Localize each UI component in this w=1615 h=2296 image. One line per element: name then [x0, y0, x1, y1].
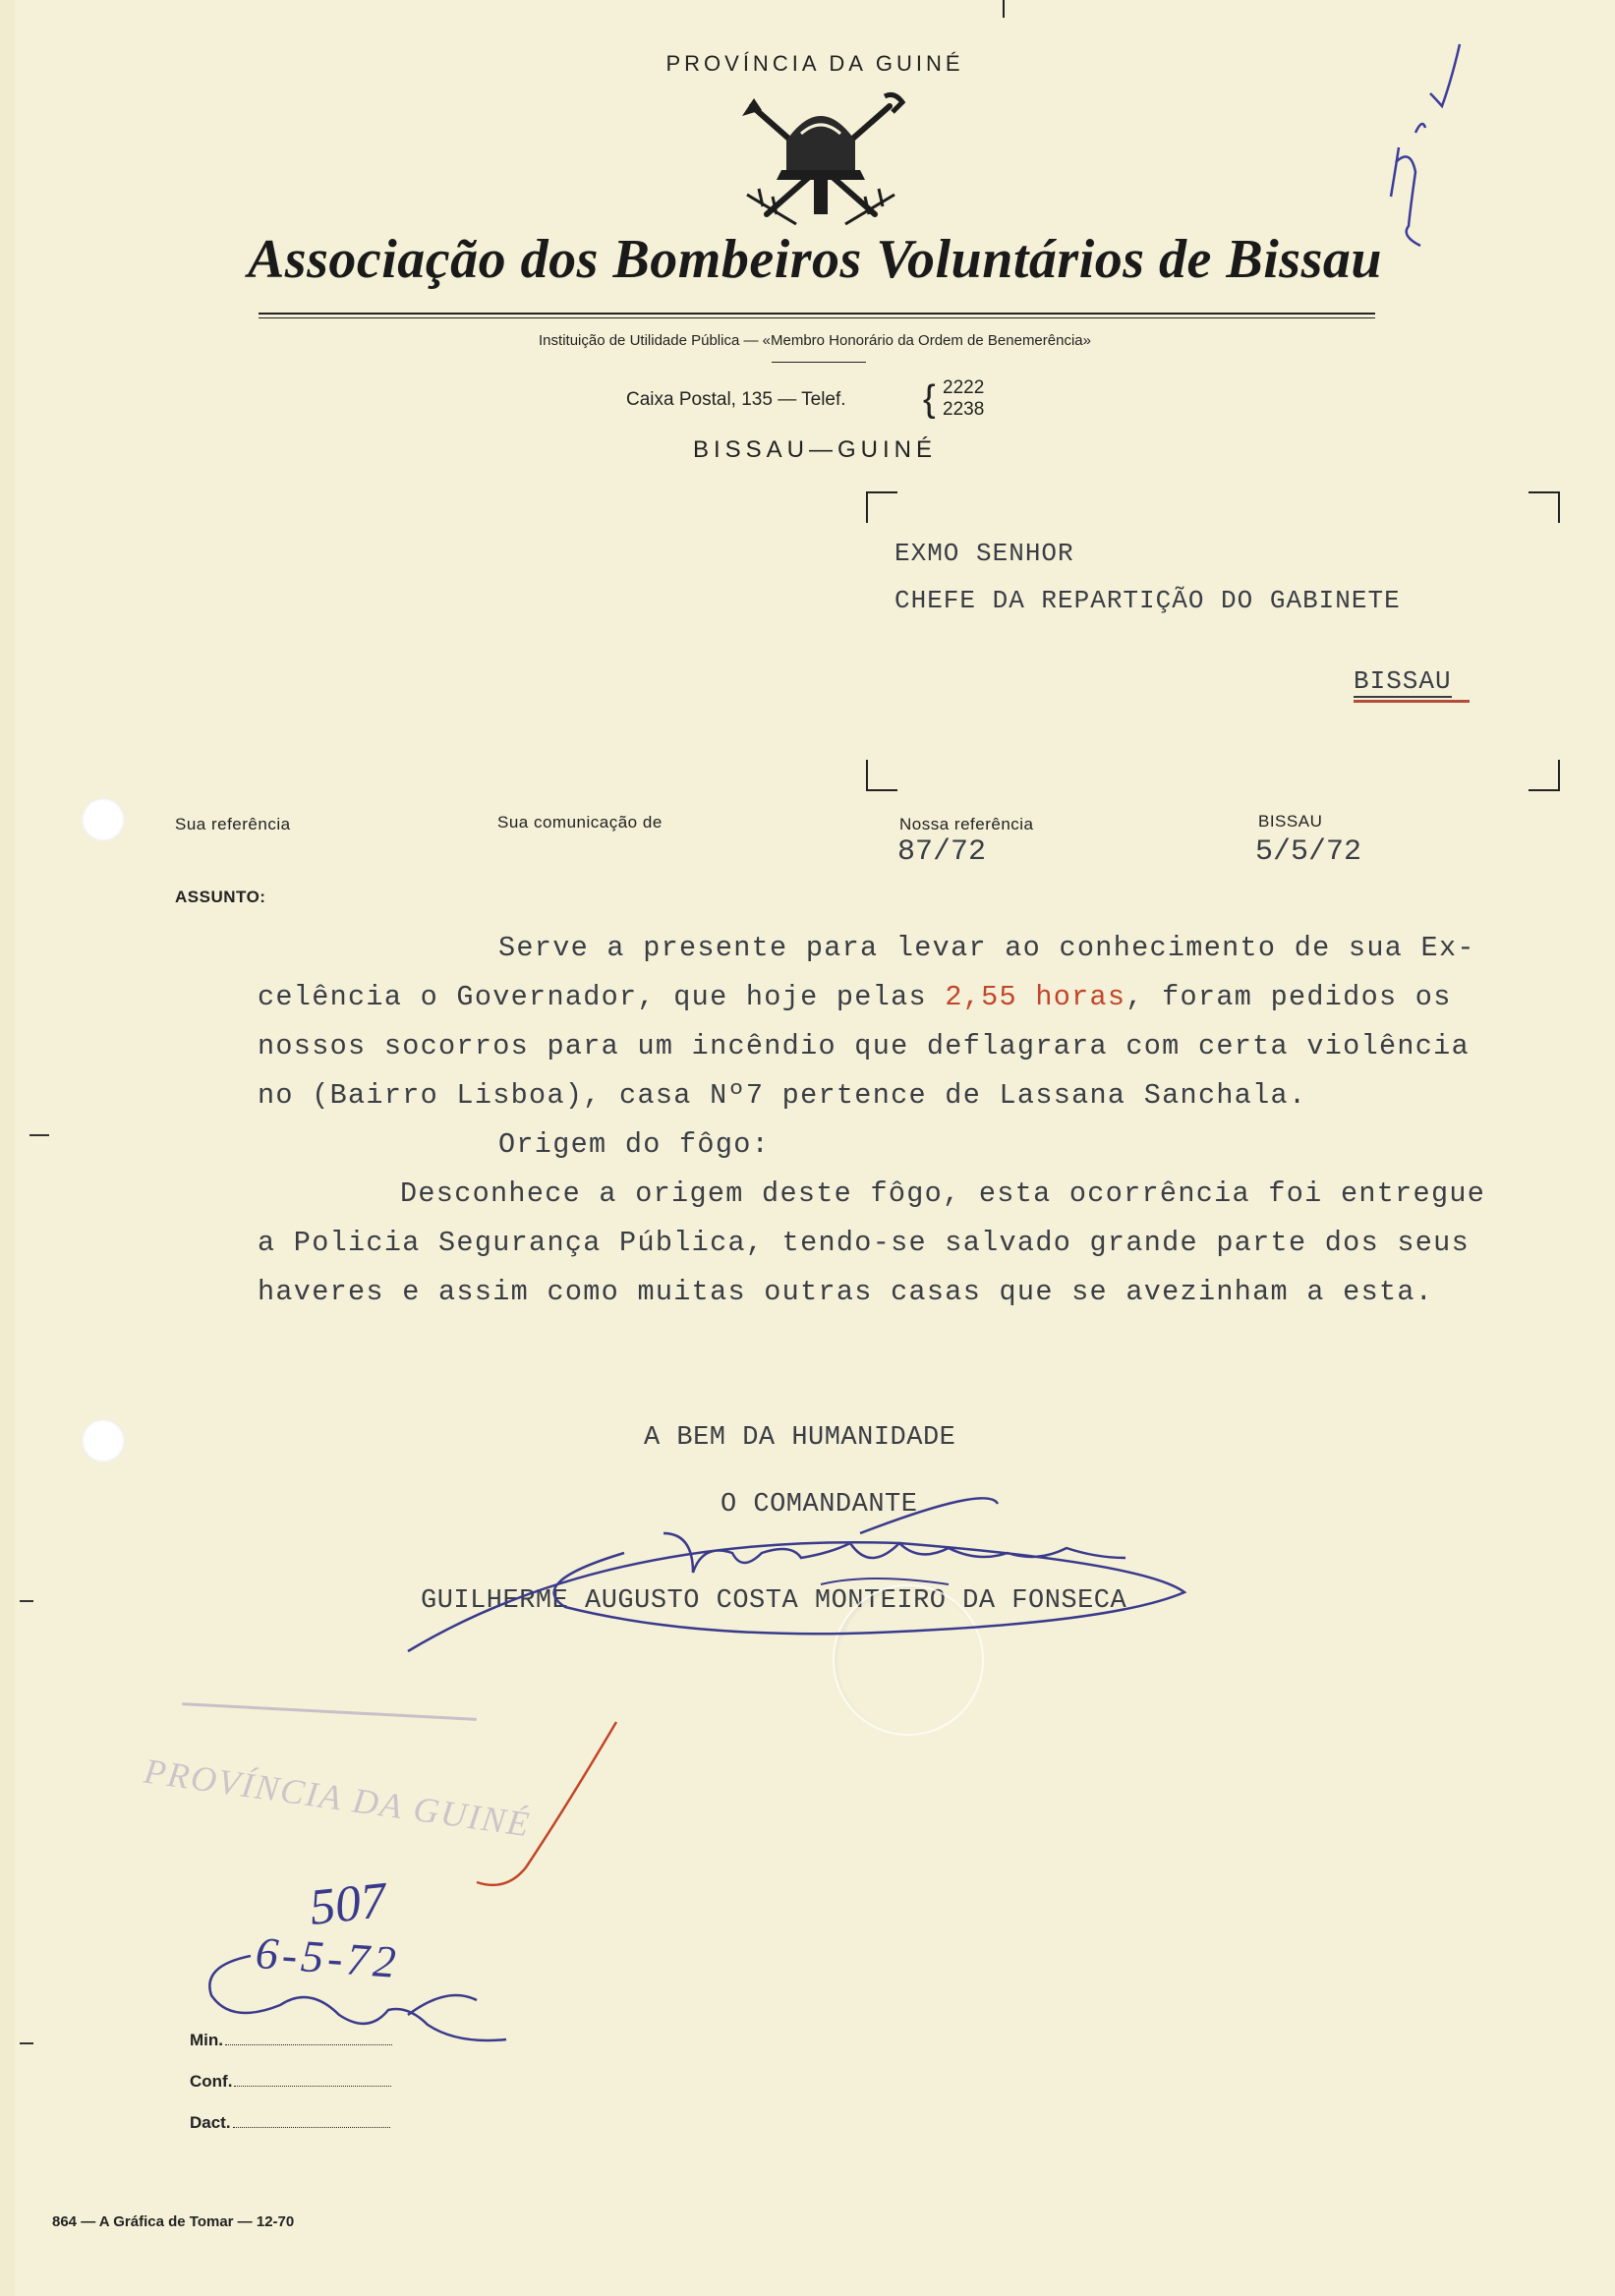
header-rule — [259, 313, 1375, 315]
body-line: nossos socorros para um incêndio que deflagrara com certa violência — [258, 1030, 1470, 1062]
signatory-name: GUILHERME AUGUSTO COSTA MONTEIRO DA FONSECA — [421, 1586, 1127, 1616]
association-name: Associação dos Bombeiros Voluntários de Bissau — [247, 229, 1383, 290]
phone-number: 2238 — [943, 399, 985, 420]
registry-number-handwritten: 507 — [307, 1872, 389, 1936]
body-line: a Policia Segurança Pública, tendo-se salvado grande parte dos seus — [258, 1227, 1470, 1259]
fire-time-highlight: 2,55 horas — [945, 981, 1126, 1013]
red-underline — [1354, 700, 1470, 703]
dact-label: Dact. — [190, 2113, 390, 2133]
nossa-referencia-label: Nossa referência — [899, 815, 1034, 833]
stamp-line — [182, 1702, 477, 1721]
assunto-label: ASSUNTO: — [175, 888, 266, 906]
origin-heading: Origem do fôgo: — [498, 1128, 771, 1161]
body-line: Serve a presente para levar ao conhecimento de sua Ex- — [498, 932, 1475, 964]
body-line: haveres e assim como muitas outras casas que se avezinham a esta. — [258, 1276, 1434, 1308]
body-line: Desconhece a origem deste fôgo, esta ocorrência foi entregue — [400, 1177, 1486, 1210]
place-label: BISSAU — [1258, 812, 1323, 831]
margin-mark — [20, 1600, 33, 1602]
letter-sheet — [15, 0, 1615, 2296]
body-line — [258, 981, 1452, 1013]
nossa-referencia-value: 87/72 — [897, 835, 987, 869]
address-bracket-br — [1528, 760, 1560, 791]
institution-subtitle: Instituição de Utilidade Pública — «Membro Honorário da Ordem de Benemerência» — [539, 332, 1091, 349]
fire-brigade-emblem-icon — [727, 86, 914, 229]
faded-province-stamp: PROVÍNCIA DA GUINÉ — [142, 1751, 534, 1845]
body-text: celência o Governador, que hoje pelas — [258, 981, 946, 1013]
closing-motto: A BEM DA HUMANIDADE — [644, 1423, 956, 1453]
phone-number: 2222 — [943, 377, 985, 398]
city-country: BISSAU—GUINÉ — [692, 436, 938, 463]
top-tick — [1003, 0, 1005, 18]
postal-info — [626, 377, 1019, 427]
header-rule — [259, 317, 1375, 318]
subtitle-rule — [772, 362, 866, 363]
conf-label: Conf. — [190, 2072, 391, 2092]
province-title: PROVÍNCIA DA GUINÉ — [665, 51, 964, 76]
address-bracket-tl — [866, 491, 897, 523]
recipient-title: CHEFE DA REPARTIÇÃO DO GABINETE — [894, 586, 1401, 615]
signatory-title: O COMANDANTE — [721, 1490, 918, 1520]
punch-hole-bottom — [82, 1419, 125, 1463]
letter-date: 5/5/72 — [1255, 835, 1362, 869]
margin-mark — [20, 2042, 33, 2044]
phone-brace: { — [923, 378, 936, 420]
printer-imprint: 864 — A Gráfica de Tomar — 12-70 — [52, 2213, 295, 2230]
postal-label: Caixa Postal, 135 — Telef. — [626, 389, 846, 410]
sua-comunicacao-label: Sua comunicação de — [497, 813, 663, 832]
body-line: no (Bairro Lisboa), casa Nº7 pertence de Lassana Sanchala. — [258, 1079, 1307, 1112]
embossed-seal — [833, 1584, 984, 1736]
punch-hole-top — [82, 798, 125, 841]
body-text: , foram pedidos os — [1125, 981, 1452, 1013]
margin-mark — [29, 1134, 49, 1136]
address-bracket-tr — [1528, 491, 1560, 523]
recipient-city: BISSAU — [1354, 666, 1452, 696]
registry-date-handwritten: 6-5-72 — [254, 1926, 402, 1988]
signature-icon — [408, 1498, 1184, 1651]
min-label: Min. — [190, 2031, 392, 2050]
recipient-salutation: EXMO SENHOR — [894, 539, 1074, 568]
sua-referencia-label: Sua referência — [175, 815, 291, 833]
address-bracket-bl — [866, 760, 897, 791]
